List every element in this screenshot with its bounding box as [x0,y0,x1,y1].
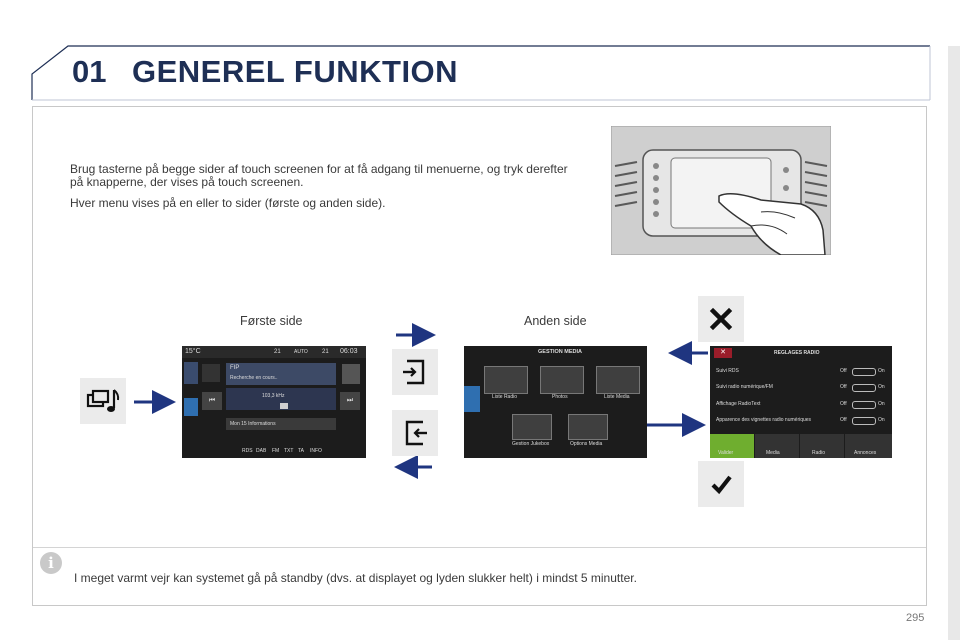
intro-paragraph-2: Hver menu vises på en eller to sider (første og anden side). [70,196,386,210]
soft-key-txt[interactable]: TXT [284,448,294,454]
setting-on-3[interactable]: On [878,401,885,407]
close-icon [709,307,733,331]
setting-row-1: Suivi RDS [716,368,739,374]
check-key[interactable] [698,461,744,507]
tab-annonces[interactable]: Annonces [854,450,877,456]
soft-key-fm[interactable]: FM [272,448,280,454]
setting-on-2[interactable]: On [878,384,885,390]
soft-key-info[interactable]: INFO [310,448,322,454]
second-page-screen [464,346,647,458]
clock: 06:03 [340,348,358,355]
tab-media[interactable]: Media [766,450,780,456]
setting-off-4[interactable]: Off [840,417,847,423]
soft-key-ta[interactable]: TA [298,448,305,454]
info-note: I meget varmt vejr kan systemet gå på standby (dvs. at displayet og lyden slukker helt) i mindst 5 minutter. [74,571,637,585]
setting-row-3: Affichage RadioText [716,401,761,407]
bottom-item: Mon 15 Informations [230,421,276,427]
setting-off-2[interactable]: Off [840,384,847,390]
chapter-number: 01 [72,54,107,89]
media-item-liste-radio[interactable]: Liste Radio [492,394,518,400]
settings-screen: ✕ REGLAGES RADIO Suivi RDS Suivi radio numérique/FM Affichage RadioText Apparence des vignettes radio numériques Off Off Off Off On On On On Valider Media Radio Annonces [710,346,892,458]
media-screen-title: GESTION MEDIA [538,349,583,355]
first-page-label: Første side [240,314,303,328]
page-prev-key[interactable] [392,410,438,456]
soft-key-dab[interactable]: DAB [256,448,267,454]
media-item-gestion-jukebox[interactable]: Gestion Jukebox [512,441,550,447]
setting-off-3[interactable]: Off [840,401,847,407]
auto-label: AUTO [294,349,308,355]
frequency: 103,3 kHz [262,393,285,399]
search-status: Recherche en cours.. [230,375,278,381]
info-separator [33,547,926,548]
setting-row-2: Suivi radio numérique/FM [716,384,773,390]
tab-radio[interactable]: Radio [812,450,826,456]
check-icon [709,472,733,496]
second-page-label: Anden side [524,314,587,328]
settings-title: REGLAGES RADIO [774,350,820,356]
chapter-title: GENEREL FUNKTION [132,54,459,89]
media-item-photos[interactable]: Photos [552,394,568,400]
page-next-icon [400,357,430,387]
media-item-liste-media[interactable]: Liste Media [604,394,630,400]
page-prev-icon [400,418,430,448]
left-temp: 21 [274,349,281,355]
setting-on-4[interactable]: On [878,417,885,423]
right-temp: 21 [322,349,329,355]
media-item-options-media[interactable]: Options Media [570,441,603,447]
temperature: 15°C [185,348,201,355]
station-name: FIP [230,365,240,371]
setting-on-1[interactable]: On [878,368,885,374]
info-icon: i [40,552,62,574]
page-next-key[interactable] [392,349,438,395]
page-number: 295 [906,612,925,624]
soft-key-rds[interactable]: RDS [242,448,253,454]
first-page-screen: 15°C 21 AUTO 21 06:03 ⏮ ⏭ FIP Recherche en cours.. 103,3 kHz Mon 15 Informations RDS DAB FM TXT TA INFO [182,346,366,458]
setting-row-4: Apparence des vignettes radio numériques [716,417,812,423]
close-key[interactable] [698,296,744,342]
setting-off-1[interactable]: Off [840,368,847,374]
tab-valider[interactable]: Valider [718,450,734,456]
intro-paragraph-1: Brug tasterne på begge sider af touch screenen for at få adgang til menuerne, og tryk derefter på knapperne, der vises på touch screenen. [70,162,568,189]
